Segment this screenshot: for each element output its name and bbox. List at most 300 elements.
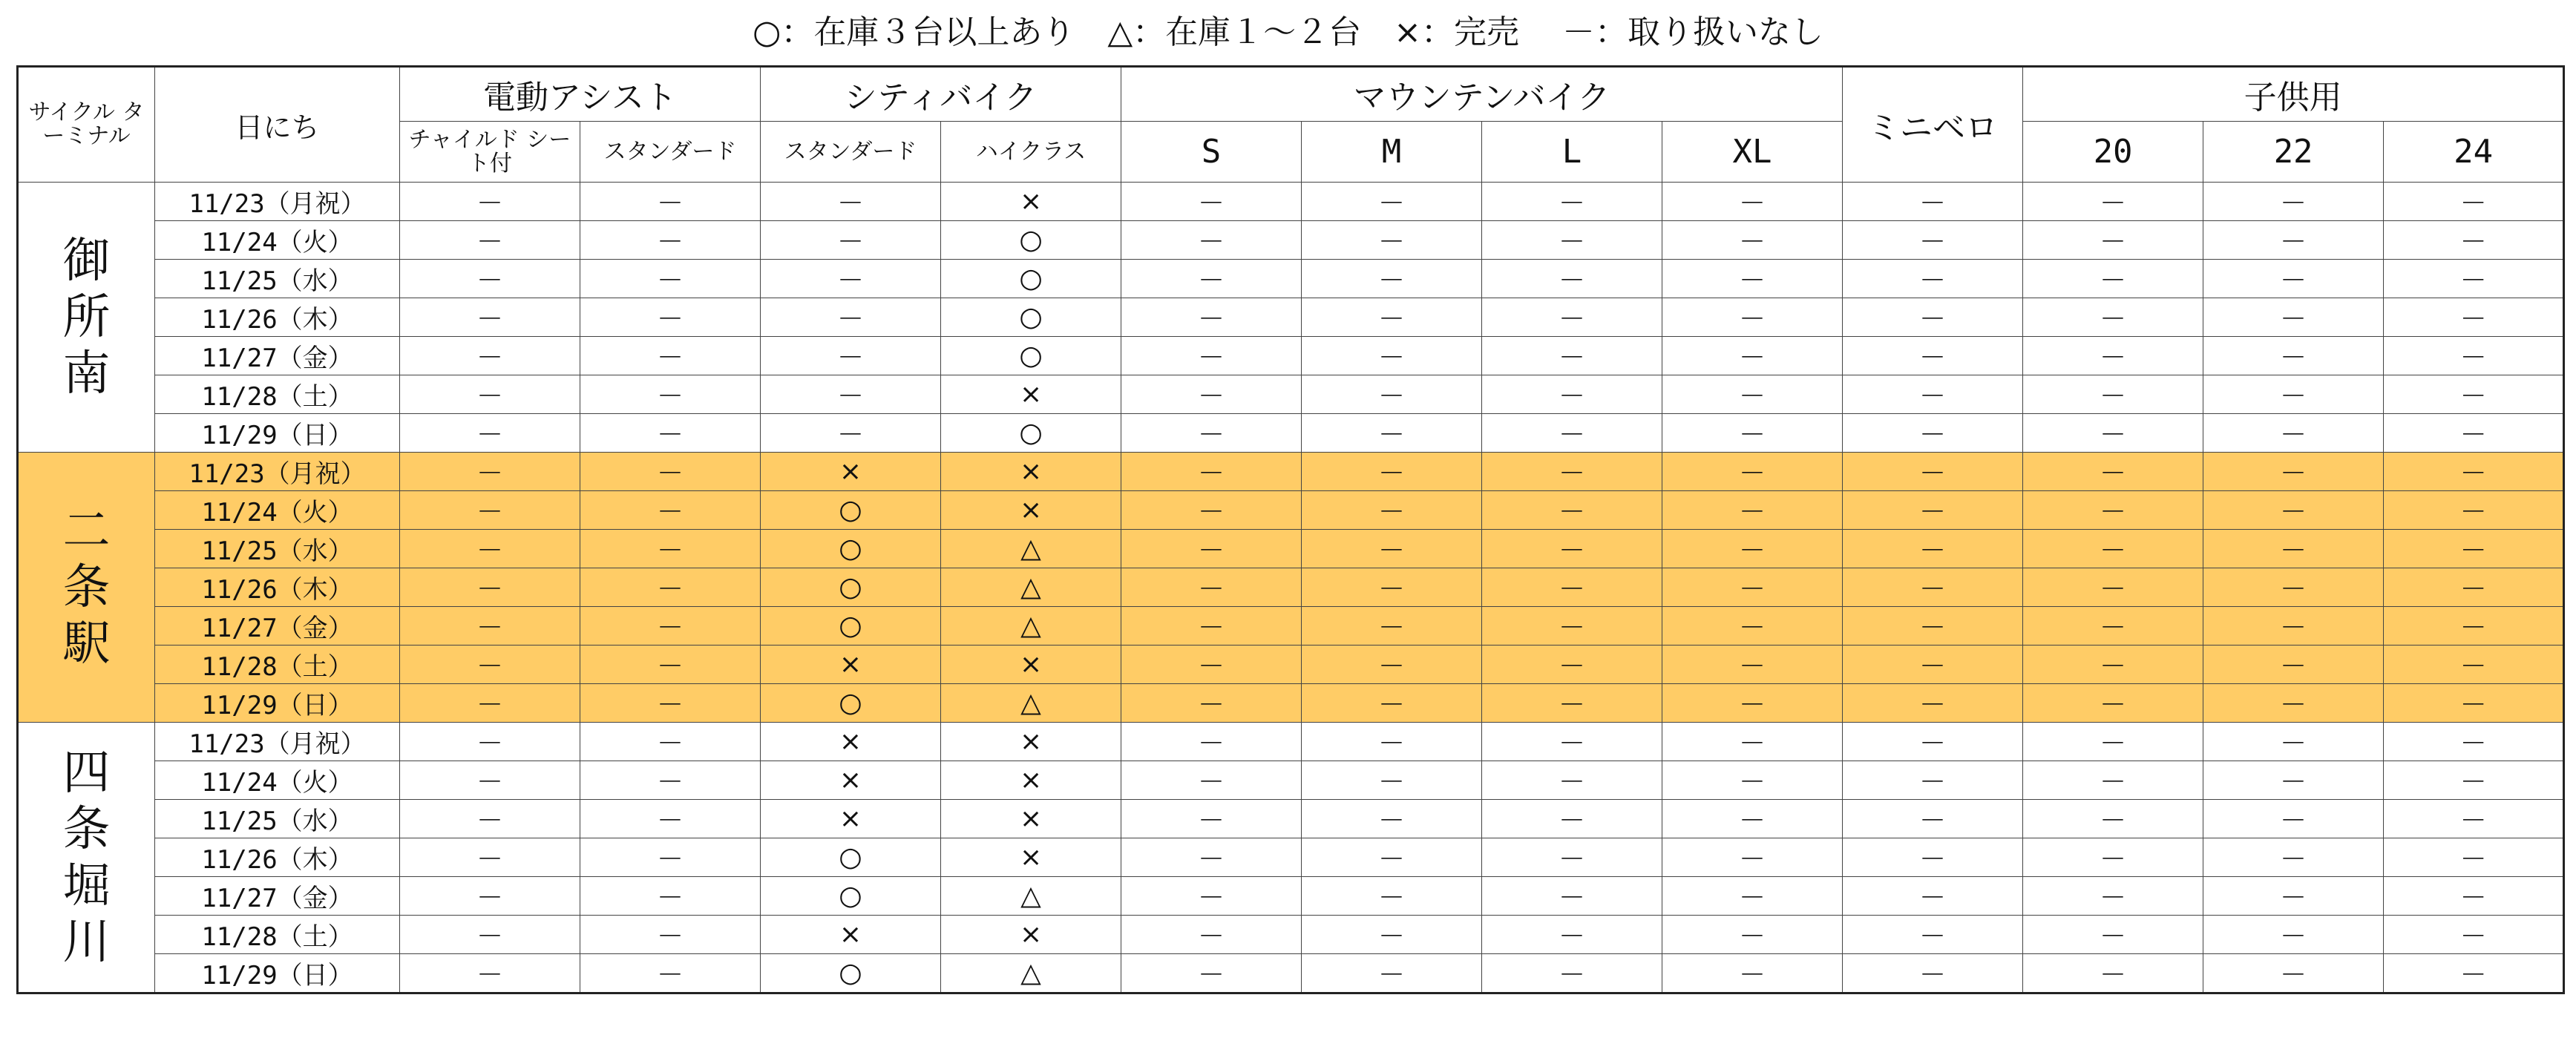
- availability-cell: ×: [941, 375, 1121, 414]
- availability-cell: －: [580, 800, 761, 838]
- table-row: [18, 838, 2564, 877]
- header-terminal: サイクル ターミナル: [18, 67, 155, 183]
- availability-cell: －: [400, 414, 580, 453]
- availability-cell: －: [1302, 568, 1482, 607]
- availability-cell: －: [1121, 723, 1302, 761]
- table-row: [18, 646, 2564, 684]
- availability-cell: －: [580, 723, 761, 761]
- availability-cell: －: [2203, 337, 2384, 375]
- availability-cell: －: [1662, 491, 1843, 530]
- availability-cell: －: [580, 607, 761, 646]
- availability-cell: －: [400, 607, 580, 646]
- availability-cell: －: [400, 954, 580, 993]
- availability-cell: －: [1843, 414, 2023, 453]
- availability-cell: －: [761, 298, 941, 337]
- availability-cell: －: [2023, 298, 2203, 337]
- availability-cell: －: [1482, 530, 1662, 568]
- header-group-city: シティバイク: [761, 67, 1121, 122]
- availability-cell: －: [2023, 414, 2203, 453]
- availability-cell: ×: [941, 838, 1121, 877]
- availability-cell: ○: [761, 568, 941, 607]
- availability-cell: －: [1662, 646, 1843, 684]
- availability-cell: －: [2203, 684, 2384, 723]
- availability-cell: －: [580, 414, 761, 453]
- header-group-mtb: マウンテンバイク: [1121, 67, 1843, 122]
- availability-cell: －: [2384, 761, 2564, 800]
- availability-cell: －: [1843, 568, 2023, 607]
- availability-cell: －: [1843, 337, 2023, 375]
- availability-cell: －: [1121, 646, 1302, 684]
- availability-cell: －: [1482, 954, 1662, 993]
- availability-cell: －: [1843, 491, 2023, 530]
- availability-cell: －: [1843, 375, 2023, 414]
- availability-cell: －: [2384, 954, 2564, 993]
- availability-cell: －: [580, 761, 761, 800]
- availability-cell: －: [1843, 954, 2023, 993]
- availability-cell: －: [1302, 607, 1482, 646]
- availability-cell: ○: [941, 221, 1121, 260]
- availability-cell: ○: [941, 414, 1121, 453]
- availability-cell: －: [400, 337, 580, 375]
- availability-cell: ×: [761, 916, 941, 954]
- availability-cell: －: [1662, 916, 1843, 954]
- table-row: [18, 607, 2564, 646]
- availability-cell: －: [1121, 453, 1302, 491]
- availability-cell: －: [1843, 221, 2023, 260]
- table-row: [18, 337, 2564, 375]
- availability-cell: －: [580, 183, 761, 221]
- station-name-text: 御所南: [62, 233, 111, 401]
- availability-cell: －: [2203, 916, 2384, 954]
- availability-cell: －: [580, 221, 761, 260]
- availability-cell: －: [2203, 375, 2384, 414]
- availability-cell: －: [2023, 337, 2203, 375]
- header-ebike-child: チャイルド シート付: [400, 122, 580, 183]
- availability-cell: －: [580, 337, 761, 375]
- availability-cell: －: [2384, 800, 2564, 838]
- availability-cell: ○: [761, 877, 941, 916]
- availability-cell: ○: [761, 491, 941, 530]
- availability-cell: －: [1843, 260, 2023, 298]
- availability-cell: －: [1482, 684, 1662, 723]
- availability-cell: －: [1482, 607, 1662, 646]
- availability-cell: ○: [761, 838, 941, 877]
- availability-cell: ×: [761, 800, 941, 838]
- availability-cell: －: [1662, 375, 1843, 414]
- availability-cell: ×: [761, 453, 941, 491]
- availability-cell: －: [1662, 453, 1843, 491]
- station-name-text: 四条堀川: [62, 745, 111, 970]
- header-kids-20: 20: [2023, 122, 2203, 183]
- availability-cell: －: [1302, 298, 1482, 337]
- header-mtb-l: L: [1482, 122, 1662, 183]
- availability-cell: －: [761, 414, 941, 453]
- availability-cell: －: [1482, 800, 1662, 838]
- availability-cell: －: [580, 260, 761, 298]
- availability-cell: －: [580, 491, 761, 530]
- availability-cell: －: [1482, 491, 1662, 530]
- availability-cell: －: [761, 375, 941, 414]
- availability-cell: －: [1121, 221, 1302, 260]
- date-cell: 11/24（火）: [155, 221, 400, 260]
- availability-cell: －: [2384, 530, 2564, 568]
- date-cell: 11/27（金）: [155, 607, 400, 646]
- table-row: [18, 453, 2564, 491]
- availability-cell: －: [1843, 298, 2023, 337]
- availability-cell: －: [580, 838, 761, 877]
- availability-cell: －: [1482, 337, 1662, 375]
- availability-cell: －: [2203, 877, 2384, 916]
- availability-cell: －: [2023, 723, 2203, 761]
- availability-cell: －: [761, 183, 941, 221]
- table-row: [18, 568, 2564, 607]
- date-cell: 11/28（土）: [155, 916, 400, 954]
- availability-cell: －: [1482, 568, 1662, 607]
- availability-cell: ×: [941, 800, 1121, 838]
- availability-cell: －: [2203, 568, 2384, 607]
- availability-cell: －: [1843, 723, 2023, 761]
- date-cell: 11/25（水）: [155, 260, 400, 298]
- availability-cell: ○: [761, 530, 941, 568]
- availability-cell: －: [1121, 761, 1302, 800]
- availability-cell: －: [2023, 453, 2203, 491]
- availability-cell: －: [1302, 800, 1482, 838]
- availability-cell: －: [1482, 723, 1662, 761]
- table-row: [18, 800, 2564, 838]
- availability-cell: －: [1121, 838, 1302, 877]
- availability-cell: －: [2023, 761, 2203, 800]
- availability-cell: －: [2203, 260, 2384, 298]
- availability-cell: －: [1662, 761, 1843, 800]
- availability-cell: －: [580, 877, 761, 916]
- availability-cell: －: [1843, 877, 2023, 916]
- availability-cell: △: [941, 530, 1121, 568]
- availability-cell: －: [2384, 183, 2564, 221]
- availability-cell: －: [2384, 916, 2564, 954]
- availability-cell: －: [2203, 183, 2384, 221]
- table-row: [18, 954, 2564, 993]
- availability-cell: －: [1662, 684, 1843, 723]
- availability-cell: －: [1121, 684, 1302, 723]
- station-name: [18, 723, 155, 993]
- header-row-sub: [18, 122, 2564, 183]
- availability-cell: △: [941, 954, 1121, 993]
- date-cell: 11/25（水）: [155, 530, 400, 568]
- availability-cell: －: [400, 646, 580, 684]
- availability-cell: －: [2384, 877, 2564, 916]
- availability-cell: －: [1662, 800, 1843, 838]
- table-row: [18, 723, 2564, 761]
- availability-cell: －: [2023, 221, 2203, 260]
- availability-cell: －: [1482, 414, 1662, 453]
- header-row-groups: [18, 67, 2564, 122]
- availability-cell: －: [2203, 414, 2384, 453]
- availability-cell: －: [1121, 916, 1302, 954]
- date-cell: 11/29（日）: [155, 954, 400, 993]
- availability-cell: －: [1662, 414, 1843, 453]
- availability-cell: ×: [761, 723, 941, 761]
- availability-cell: －: [400, 221, 580, 260]
- availability-cell: ○: [941, 260, 1121, 298]
- table-row: [18, 221, 2564, 260]
- availability-cell: －: [1121, 877, 1302, 916]
- availability-cell: －: [2023, 530, 2203, 568]
- date-cell: 11/24（火）: [155, 491, 400, 530]
- availability-cell: －: [1121, 800, 1302, 838]
- availability-cell: －: [1121, 298, 1302, 337]
- availability-table: [16, 65, 2565, 994]
- availability-cell: －: [1662, 838, 1843, 877]
- availability-cell: －: [2384, 607, 2564, 646]
- availability-cell: －: [1482, 877, 1662, 916]
- availability-cell: ×: [941, 453, 1121, 491]
- availability-cell: －: [400, 800, 580, 838]
- availability-cell: ○: [941, 298, 1121, 337]
- availability-cell: －: [1121, 183, 1302, 221]
- availability-cell: －: [2384, 375, 2564, 414]
- availability-cell: －: [2203, 530, 2384, 568]
- availability-cell: －: [1302, 337, 1482, 375]
- header-mtb-xl: XL: [1662, 122, 1843, 183]
- availability-cell: －: [2384, 646, 2564, 684]
- availability-cell: －: [1302, 954, 1482, 993]
- availability-cell: －: [580, 375, 761, 414]
- date-cell: 11/27（金）: [155, 877, 400, 916]
- availability-cell: ×: [941, 183, 1121, 221]
- table-row: [18, 491, 2564, 530]
- availability-cell: －: [580, 954, 761, 993]
- availability-cell: －: [2203, 723, 2384, 761]
- availability-cell: －: [1843, 916, 2023, 954]
- availability-cell: －: [1843, 646, 2023, 684]
- availability-cell: －: [400, 298, 580, 337]
- availability-cell: －: [1843, 453, 2023, 491]
- availability-cell: －: [1662, 337, 1843, 375]
- availability-cell: －: [400, 684, 580, 723]
- availability-cell: －: [2023, 607, 2203, 646]
- availability-cell: －: [2203, 954, 2384, 993]
- availability-cell: ○: [761, 607, 941, 646]
- availability-cell: ×: [941, 916, 1121, 954]
- availability-cell: －: [1662, 877, 1843, 916]
- availability-cell: －: [400, 530, 580, 568]
- availability-cell: －: [1482, 761, 1662, 800]
- availability-cell: ○: [761, 684, 941, 723]
- availability-cell: －: [1482, 298, 1662, 337]
- availability-cell: －: [400, 723, 580, 761]
- availability-cell: －: [1843, 800, 2023, 838]
- availability-cell: －: [1302, 221, 1482, 260]
- availability-cell: －: [1843, 684, 2023, 723]
- availability-cell: －: [1302, 761, 1482, 800]
- availability-cell: －: [2023, 183, 2203, 221]
- availability-cell: －: [2023, 491, 2203, 530]
- availability-cell: －: [1482, 183, 1662, 221]
- availability-cell: －: [761, 221, 941, 260]
- availability-cell: ○: [941, 337, 1121, 375]
- availability-cell: －: [1843, 183, 2023, 221]
- station-name: [18, 453, 155, 723]
- availability-cell: ×: [761, 761, 941, 800]
- availability-cell: －: [2203, 298, 2384, 337]
- availability-cell: －: [400, 761, 580, 800]
- availability-cell: －: [1302, 453, 1482, 491]
- date-cell: 11/27（金）: [155, 337, 400, 375]
- availability-legend: ○：在庫３台以上あり △：在庫１～２台 ×：完売 －：取り扱いなし: [752, 13, 1824, 51]
- availability-cell: －: [1662, 723, 1843, 761]
- availability-cell: －: [1662, 183, 1843, 221]
- availability-cell: －: [1662, 954, 1843, 993]
- availability-cell: －: [2203, 646, 2384, 684]
- availability-cell: －: [400, 838, 580, 877]
- availability-cell: －: [1121, 607, 1302, 646]
- availability-cell: －: [2203, 800, 2384, 838]
- availability-cell: －: [1302, 530, 1482, 568]
- availability-cell: ○: [761, 954, 941, 993]
- availability-cell: －: [2384, 414, 2564, 453]
- availability-cell: －: [2203, 761, 2384, 800]
- date-cell: 11/23（月祝）: [155, 453, 400, 491]
- date-cell: 11/29（日）: [155, 684, 400, 723]
- availability-cell: －: [2023, 800, 2203, 838]
- availability-cell: －: [1121, 530, 1302, 568]
- availability-cell: －: [1843, 838, 2023, 877]
- availability-cell: －: [2384, 337, 2564, 375]
- availability-cell: －: [1662, 260, 1843, 298]
- availability-cell: －: [2023, 877, 2203, 916]
- availability-cell: －: [2384, 491, 2564, 530]
- availability-cell: △: [941, 877, 1121, 916]
- availability-cell: －: [1121, 375, 1302, 414]
- date-cell: 11/24（火）: [155, 761, 400, 800]
- availability-cell: －: [1662, 568, 1843, 607]
- availability-cell: －: [1302, 183, 1482, 221]
- header-group-ebike: 電動アシスト: [400, 67, 761, 122]
- header-kids-22: 22: [2203, 122, 2384, 183]
- availability-cell: －: [1302, 646, 1482, 684]
- availability-cell: －: [1843, 607, 2023, 646]
- availability-cell: －: [580, 298, 761, 337]
- availability-cell: －: [580, 916, 761, 954]
- table-row: [18, 414, 2564, 453]
- availability-cell: －: [2384, 723, 2564, 761]
- availability-cell: －: [2203, 221, 2384, 260]
- availability-cell: －: [1662, 607, 1843, 646]
- availability-cell: △: [941, 684, 1121, 723]
- availability-cell: ×: [941, 646, 1121, 684]
- availability-cell: －: [400, 183, 580, 221]
- date-cell: 11/28（土）: [155, 375, 400, 414]
- availability-cell: －: [400, 491, 580, 530]
- availability-cell: －: [1662, 221, 1843, 260]
- availability-cell: －: [1482, 260, 1662, 298]
- availability-cell: －: [1302, 260, 1482, 298]
- availability-cell: －: [580, 530, 761, 568]
- table-body: [18, 183, 2564, 993]
- availability-cell: －: [1121, 954, 1302, 993]
- availability-cell: －: [2023, 954, 2203, 993]
- station-name-text: 二条駅: [62, 503, 111, 671]
- availability-cell: －: [2384, 568, 2564, 607]
- availability-cell: △: [941, 568, 1121, 607]
- date-cell: 11/23（月祝）: [155, 723, 400, 761]
- availability-cell: －: [2203, 607, 2384, 646]
- availability-cell: －: [2023, 375, 2203, 414]
- availability-cell: ×: [941, 761, 1121, 800]
- availability-cell: －: [2384, 221, 2564, 260]
- availability-cell: －: [1302, 491, 1482, 530]
- header-city-highclass: ハイクラス: [941, 122, 1121, 183]
- availability-cell: －: [1302, 877, 1482, 916]
- availability-cell: －: [2384, 838, 2564, 877]
- availability-cell: －: [2023, 916, 2203, 954]
- date-cell: 11/26（木）: [155, 568, 400, 607]
- header-kids-24: 24: [2384, 122, 2564, 183]
- availability-cell: －: [2023, 838, 2203, 877]
- availability-cell: －: [1302, 838, 1482, 877]
- availability-cell: －: [1662, 530, 1843, 568]
- availability-cell: －: [2023, 260, 2203, 298]
- availability-cell: －: [1302, 414, 1482, 453]
- date-cell: 11/29（日）: [155, 414, 400, 453]
- availability-cell: －: [1302, 916, 1482, 954]
- table-row: [18, 298, 2564, 337]
- date-cell: 11/26（木）: [155, 838, 400, 877]
- availability-cell: －: [400, 453, 580, 491]
- availability-cell: －: [1302, 684, 1482, 723]
- header-group-mini: ミニベロ: [1843, 67, 2023, 183]
- availability-cell: －: [2203, 453, 2384, 491]
- availability-cell: －: [400, 916, 580, 954]
- availability-cell: －: [2203, 838, 2384, 877]
- availability-cell: －: [2384, 684, 2564, 723]
- station-name: [18, 183, 155, 453]
- availability-cell: －: [400, 877, 580, 916]
- availability-cell: －: [1121, 568, 1302, 607]
- availability-cell: －: [1662, 298, 1843, 337]
- availability-cell: －: [2203, 491, 2384, 530]
- header-date: 日にち: [155, 67, 400, 183]
- table-row: [18, 260, 2564, 298]
- availability-cell: －: [2384, 298, 2564, 337]
- table-row: [18, 375, 2564, 414]
- availability-cell: －: [2023, 568, 2203, 607]
- availability-cell: －: [400, 375, 580, 414]
- header-group-kids: 子供用: [2023, 67, 2564, 122]
- header-ebike-standard: スタンダード: [580, 122, 761, 183]
- availability-cell: －: [580, 568, 761, 607]
- availability-cell: －: [761, 260, 941, 298]
- availability-cell: －: [400, 568, 580, 607]
- availability-cell: ×: [941, 491, 1121, 530]
- header-mtb-s: S: [1121, 122, 1302, 183]
- availability-cell: －: [2023, 684, 2203, 723]
- header-mtb-m: M: [1302, 122, 1482, 183]
- table-row: [18, 761, 2564, 800]
- availability-cell: △: [941, 607, 1121, 646]
- availability-cell: －: [1302, 375, 1482, 414]
- availability-cell: －: [580, 646, 761, 684]
- availability-cell: －: [1482, 221, 1662, 260]
- table-row: [18, 916, 2564, 954]
- date-cell: 11/25（水）: [155, 800, 400, 838]
- availability-cell: －: [1302, 723, 1482, 761]
- availability-cell: －: [2384, 260, 2564, 298]
- availability-cell: －: [1482, 646, 1662, 684]
- availability-cell: －: [1121, 260, 1302, 298]
- table-row: [18, 684, 2564, 723]
- availability-cell: －: [1121, 337, 1302, 375]
